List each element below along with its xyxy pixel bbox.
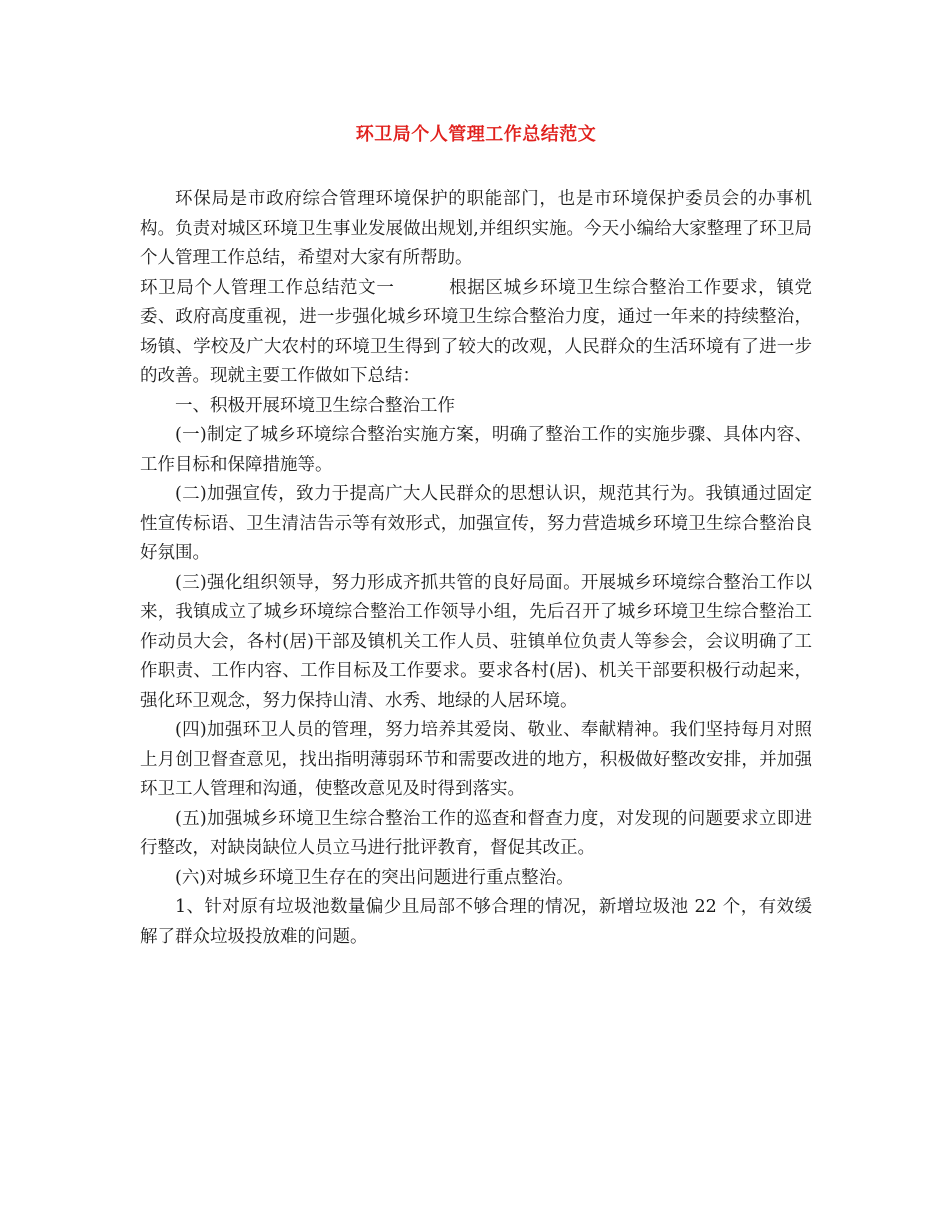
body-paragraph: (二)加强宣传，致力于提高广大人民群众的思想认识，规范其行为。我镇通过固定性宣传标语、卫生清洁告示等有效形式，加强宣传，努力营造城乡环境卫生综合整治良好氛围。 [140, 484, 812, 563]
document-body [140, 185, 812, 952]
body-paragraph: (四)加强环卫人员的管理，努力培养其爱岗、敬业、奉献精神。我们坚持每月对照上月创卫督查意见，找出指明薄弱环节和需要改进的地方，积极做好整改安排，并加强环卫工人管理和沟通，使整改意见及时得到落实。 [140, 720, 812, 799]
body-paragraph: 环卫局个人管理工作总结范文一 根据区城乡环境卫生综合整治工作要求，镇党委、政府高度重视，进一步强化城乡环境卫生综合整治力度，通过一年来的持续整治，场镇、学校及广大农村的环境卫生得到了较大的改观，人民群众的生活环境有了进一步的改善。现就主要工作做如下总结： [140, 277, 812, 386]
body-paragraph: 一、积极开展环境卫生综合整治工作 [175, 395, 455, 416]
body-paragraph: (六)对城乡环境卫生存在的突出问题进行重点整治。 [175, 867, 574, 888]
body-paragraph: (五)加强城乡环境卫生综合整治工作的巡查和督查力度，对发现的问题要求立即进行整改，对缺岗缺位人员立马进行批评教育，督促其改正。 [140, 808, 812, 858]
document-title: 环卫局个人管理工作总结范文 [355, 124, 597, 145]
body-paragraph: (三)强化组织领导，努力形成齐抓共管的良好局面。开展城乡环境综合整治工作以来，我镇成立了城乡环境综合整治工作领导小组，先后召开了城乡环境卫生综合整治工作动员大会，各村(居)干部及镇机关工作人员、驻镇单位负责人等参会，会议明确了工作职责、工作内容、工作目标及工作要求。要求各村(居)、机关干部要积极行动起来，强化环卫观念，努力保持山清、水秀、地绿的人居环境。 [140, 572, 812, 711]
body-paragraph: (一)制定了城乡环境综合整治实施方案，明确了整治工作的实施步骤、具体内容、工作目标和保障措施等。 [140, 425, 812, 475]
body-paragraph: 环保局是市政府综合管理环境保护的职能部门，也是市环境保护委员会的办事机构。负责对城区环境卫生事业发展做出规划,并组织实施。今天小编给大家整理了环卫局个人管理工作总结，希望对大家有所帮助。 [140, 189, 812, 268]
body-paragraph: 1、针对原有垃圾池数量偏少且局部不够合理的情况，新增垃圾池 22 个，有效缓解了群众垃圾投放难的问题。 [140, 897, 812, 947]
